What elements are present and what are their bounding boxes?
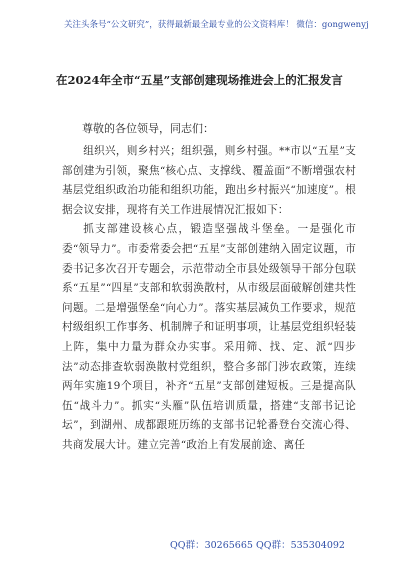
footer-qq-group-2: QQ群：535304092 xyxy=(256,540,345,551)
paragraph-core: 抓支部建设核心点，锻造坚强战斗堡垒。一是强化市委“领导力”。市委常委会把“五星”支部创建纳入固定议题，市委书记多次召开专题会，示范带动全市县处级领导干部分包联系“五星”“四星”支部和软弱涣散村，从市级层面破解创建共性问题。二是增强堡垒“向心力”。落实基层减负工作要求，规范村级组织工作事务、机制牌子和证明事项，让基层党组织轻装上阵，集中力量为群众办实事。采用筛、找、定、派“四步法”动态排查软弱涣散村党组织，整合多部门涉农政策，连续两年实施19个项目，补齐“五星”支部创建短板。三是提高队伍“战斗力”。抓实“头雁”队伍培训质量，搭建“支部书记论坛”，到湖州、成都跟班历练的支部书记轮番登台交流心得、共商发展大计。建立完善“政治上有发展前途、离任 xyxy=(62,223,356,451)
paragraph-intro: 组织兴，则乡村兴；组织强，则乡村强。**市以“五星”支部创建为引领，聚焦“核心点、支撑线、覆盖面”不断增强农村基层党组织政治功能和组织功能，跑出乡村振兴“加速度”。根据会议安排，现将有关工作进展情况汇报如下： xyxy=(62,145,356,216)
footer-qq-group-1: QQ群：30265665 xyxy=(170,540,253,551)
document-body xyxy=(62,120,356,456)
greeting: 尊敬的各位领导，同志们： xyxy=(82,122,214,135)
document-title: 在2024年全市“五星”支部创建现场推进会上的汇报发言 xyxy=(56,73,343,87)
header-promo-note: 关注头条号“公文研究”，获得最新最全最专业的公文资料库！ 微信：gongwenyj xyxy=(64,20,369,30)
